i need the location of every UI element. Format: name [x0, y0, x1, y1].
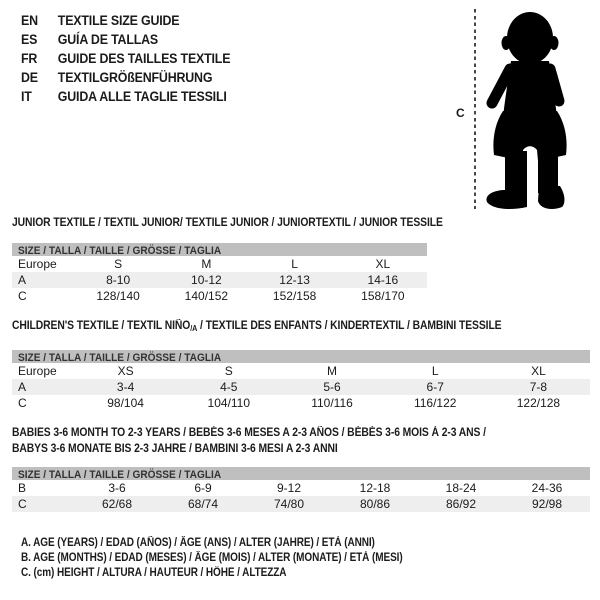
height-cell: 116/122 — [413, 396, 457, 410]
junior-table-title: JUNIOR TEXTILE / TEXTIL JUNIOR/ TEXTILE JUNIOR / JUNIORTEXTIL / JUNIOR TESSILE — [12, 217, 443, 229]
size-cell: S — [224, 364, 233, 378]
language-row — [21, 68, 230, 87]
height-cell: 104/110 — [207, 396, 251, 410]
size-cell: S — [114, 257, 123, 271]
row-label: C — [18, 497, 27, 511]
age-cell: 5-6 — [323, 380, 341, 394]
height-cell: 158/170 — [361, 289, 405, 303]
age-cell: 6-7 — [426, 380, 444, 394]
note-age-years: A. AGE (YEARS) / EDAD (AÑOS) / ÂGE (ANS) / ALTER (JAHRE) / ETÀ (ANNI) — [21, 537, 375, 549]
age-cell: 18-24 — [445, 481, 477, 495]
age-cell: 10-12 — [191, 273, 222, 287]
language-code: EN — [21, 13, 38, 28]
row-label: Europe — [18, 364, 57, 378]
babies-textile-section — [12, 425, 590, 512]
row-label: A — [18, 273, 27, 287]
note-age-months: B. AGE (MONTHS) / EDAD (MESES) / ÂGE (MOIS) / ALTER (MONATE) / ETÀ (MESI) — [21, 552, 403, 564]
language-row — [21, 30, 230, 49]
language-code: DE — [21, 70, 38, 85]
row-label: A — [18, 380, 27, 394]
title-rest: / TEXTILE DES ENFANTS / KINDERTEXTIL / BAMBINI TESSILE — [197, 320, 502, 332]
height-cell: 98/104 — [107, 396, 144, 410]
language-title: GUIDA ALLE TAGLIE TESSILI — [57, 89, 227, 104]
language-row — [21, 49, 230, 68]
table-row-age — [12, 379, 590, 395]
age-cell: 3-6 — [108, 481, 126, 495]
age-cell: 9-12 — [276, 481, 302, 495]
language-row — [21, 11, 230, 30]
age-cell: 14-16 — [367, 273, 399, 287]
row-label: C — [18, 289, 27, 303]
title-subscript: /A — [190, 324, 198, 333]
age-cell: 8-10 — [106, 273, 131, 287]
age-cell: 12-18 — [359, 481, 391, 495]
height-cell: 74/80 — [273, 497, 305, 511]
size-cell: XL — [531, 364, 546, 378]
table-row-height — [12, 288, 427, 304]
size-header-bar — [12, 467, 590, 480]
note-height-cm: C. (cm) HEIGHT / ALTURA / HAUTEUR / HÖHE / ALTEZZA — [21, 567, 287, 579]
height-cell: 92/98 — [531, 497, 563, 511]
babies-table-title — [12, 425, 532, 457]
title-line-2: BABYS 3-6 MONATE BIS 2-3 JAHRE / BAMBINI 3-6 MESI A 2-3 ANNI — [12, 443, 338, 455]
size-cell: M — [201, 257, 212, 271]
height-cell: 62/68 — [101, 497, 133, 511]
age-cell: 6-9 — [194, 481, 212, 495]
height-measure-dashed-line — [474, 9, 476, 209]
height-cell: 80/86 — [359, 497, 391, 511]
size-header-label: SIZE / TALLA / TAILLE / GRÖSSE / TAGLIA — [18, 245, 222, 257]
legend-notes — [21, 536, 460, 581]
language-code: IT — [21, 89, 32, 104]
row-label: Europe — [18, 257, 57, 271]
height-cell: 86/92 — [445, 497, 477, 511]
height-cell: 68/74 — [187, 497, 219, 511]
size-header-label: SIZE / TALLA / TAILLE / GRÖSSE / TAGLIA — [18, 469, 222, 481]
height-cell: 140/152 — [184, 289, 229, 303]
language-code: ES — [21, 32, 38, 47]
table-row-age — [12, 272, 427, 288]
table-row-europe — [12, 256, 427, 272]
table-row-height — [12, 496, 590, 512]
size-header-bar — [12, 350, 590, 363]
row-label: B — [18, 481, 27, 495]
age-cell: 7-8 — [529, 380, 548, 394]
size-cell: M — [327, 364, 337, 378]
table-row-age-months — [12, 480, 590, 496]
language-guide-header — [21, 11, 230, 106]
language-title: GUÍA DE TALLAS — [57, 32, 159, 47]
toddler-silhouette-icon — [478, 11, 586, 210]
age-cell: 3-4 — [116, 380, 135, 394]
table-row-europe — [12, 363, 590, 379]
height-cell: 110/116 — [311, 396, 353, 410]
size-cell: L — [431, 364, 439, 378]
size-cell: XS — [117, 364, 134, 378]
size-cell: L — [291, 257, 298, 271]
height-measure-label-c: C — [456, 106, 465, 120]
title-main: CHILDREN'S TEXTILE / TEXTIL NIÑO — [12, 320, 191, 332]
size-header-label: SIZE / TALLA / TAILLE / GRÖSSE / TAGLIA — [18, 352, 222, 364]
language-title: TEXTILGRÖßENFÜHRUNG — [57, 70, 213, 85]
row-label: C — [18, 396, 27, 410]
table-row-height — [12, 395, 590, 411]
language-title: GUIDE DES TAILLES TEXTILE — [57, 51, 231, 66]
height-cell: 122/128 — [516, 396, 561, 410]
children-textile-section — [12, 319, 590, 411]
language-row — [21, 87, 230, 106]
title-line-1: BABIES 3-6 MONTH TO 2-3 YEARS / BEBÉS 3-6 MESES A 2-3 AÑOS / BÉBÉS 3-6 MOIS À 2-3 ANS / — [12, 427, 486, 439]
language-code: FR — [21, 51, 38, 66]
height-cell: 128/140 — [96, 289, 140, 303]
age-cell: 24-36 — [531, 481, 563, 495]
size-cell: XL — [375, 257, 391, 271]
age-cell: 4-5 — [220, 380, 238, 394]
age-cell: 12-13 — [279, 273, 310, 287]
height-cell: 152/158 — [272, 289, 317, 303]
junior-textile-section — [12, 216, 443, 304]
children-table-title — [12, 319, 532, 336]
language-title: TEXTILE SIZE GUIDE — [57, 13, 180, 28]
size-header-bar — [12, 243, 427, 256]
